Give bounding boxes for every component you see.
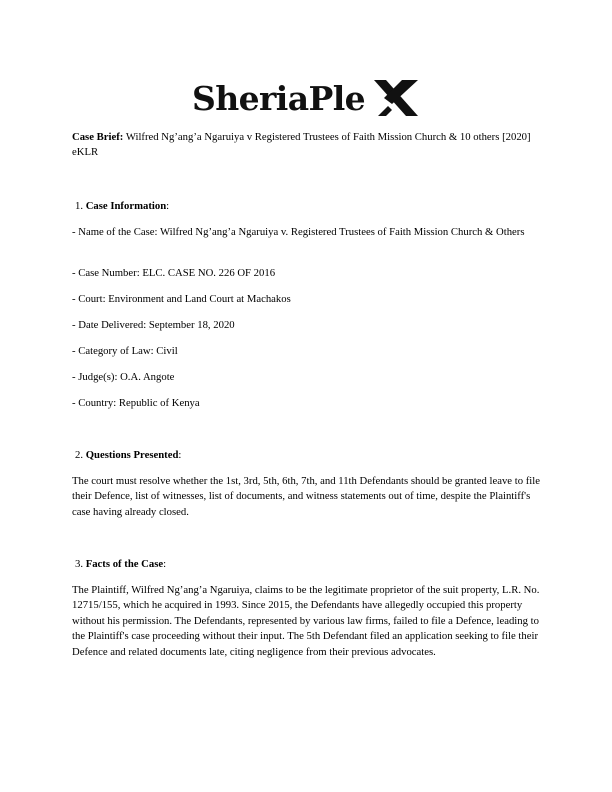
section-number: 1. bbox=[75, 200, 84, 212]
section-number: 2. bbox=[75, 449, 84, 461]
section-heading-facts-of-the-case: 3. Facts of the Case: bbox=[75, 558, 167, 570]
case-info-item: - Category of Law: Civil bbox=[72, 345, 178, 357]
case-info-item: - Country: Republic of Kenya bbox=[72, 397, 200, 409]
case-brief-label: Case Brief: bbox=[72, 131, 124, 143]
case-brief-title-text: Wilfred Ng’ang’a Ngaruiya v Registered Trustees of Faith Mission Church & 10 others [2020] eKLR bbox=[72, 131, 531, 159]
case-info-item: - Name of the Case: Wilfred Ng’ang’a Ngaruiya v. Registered Trustees of Faith Mission Church & Others bbox=[72, 226, 525, 238]
section-number: 3. bbox=[75, 558, 84, 570]
logo-text: SheriaPle bbox=[192, 79, 366, 118]
section-heading-text: Questions Presented bbox=[85, 449, 179, 461]
case-info-item: - Court: Environment and Land Court at Machakos bbox=[72, 293, 291, 305]
section-heading-questions-presented: 2. Questions Presented: bbox=[75, 449, 182, 461]
logo-x-mark-icon bbox=[372, 78, 420, 118]
case-info-item: - Judge(s): O.A. Angote bbox=[72, 371, 175, 383]
sheriaplex-logo bbox=[192, 78, 422, 122]
questions-presented-paragraph: The court must resolve whether the 1st, 3rd, 5th, 6th, 7th, and 11th Defendants should be granted leave to file their Defence, list of witnesses, list of documents, and witness statements out of time, despite the Plaintiff's case having already closed. bbox=[72, 475, 540, 518]
section-heading-text: Case Information bbox=[85, 200, 167, 212]
case-info-item: - Case Number: ELC. CASE NO. 226 OF 2016 bbox=[72, 267, 276, 279]
facts-paragraph: The Plaintiff, Wilfred Ng’ang’a Ngaruiya, claims to be the legitimate proprietor of the suit property, L.R. No. 12715/155, which he acquired in 1993. Since 2015, the Defendants have allegedly occupied this property without his permission. The Defendants, represented by various law firms, failed to file a Defence, leading to the Plaintiff's case proceeding without their input. The 5th Defendant filed an application seeking to file their Defence and related documents late, citing negligence from their previous advocates. bbox=[72, 584, 540, 658]
section-heading-case-information: 1. Case Information: bbox=[75, 200, 170, 212]
case-info-item: - Date Delivered: September 18, 2020 bbox=[72, 319, 235, 331]
case-brief-title bbox=[72, 130, 540, 161]
section-heading-text: Facts of the Case bbox=[85, 558, 164, 570]
